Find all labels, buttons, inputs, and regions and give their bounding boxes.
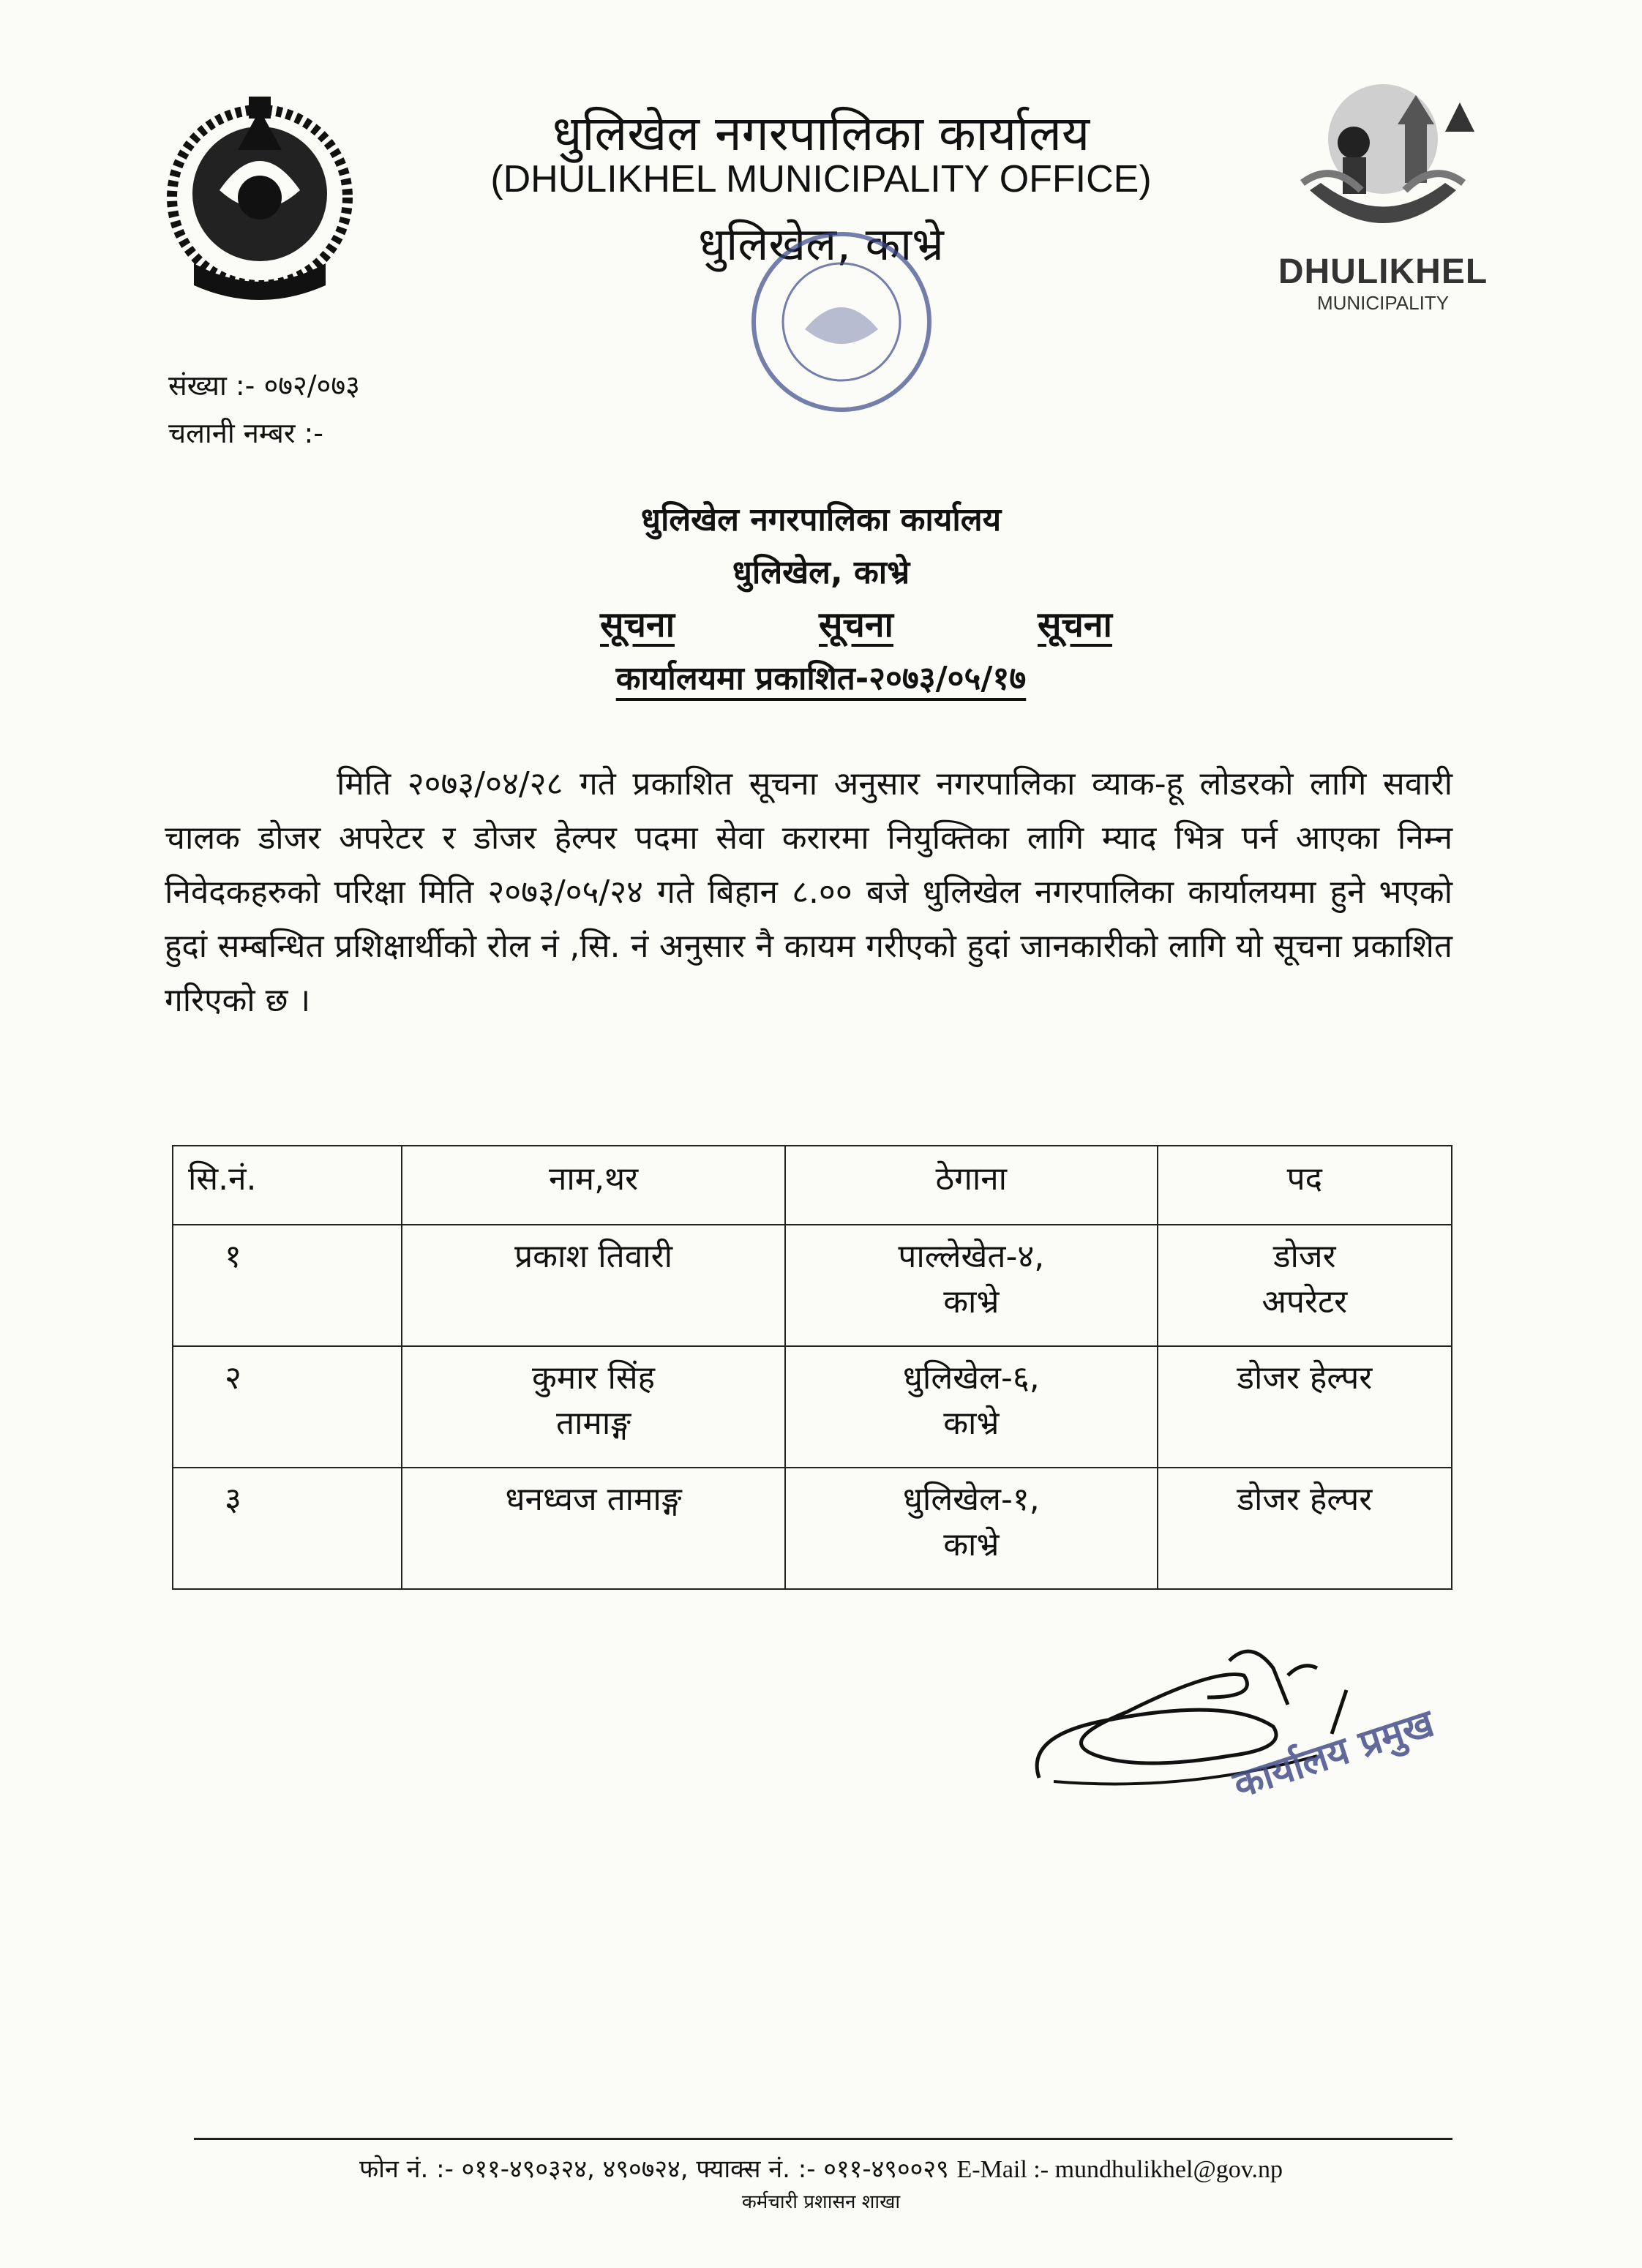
cell-post-line1: डोजर हेल्पर xyxy=(1237,1481,1373,1518)
footer-phone: फोन नं. :- ०११-४९०३२४, ४९०७२४, फ्याक्स नं. :- ०११-४९००२९ xyxy=(359,2155,957,2184)
cell-address xyxy=(785,1346,1158,1468)
office-stamp-icon xyxy=(732,219,951,424)
header-title-np: धुलिखेल नगरपालिका कार्यालय xyxy=(552,105,1090,162)
cell-address xyxy=(785,1225,1158,1346)
cell-post-line1: डोजर हेल्पर xyxy=(1237,1359,1373,1397)
cell-address-line1: धुलिखेल-६, xyxy=(902,1359,1040,1397)
cell-post-line2: अपरेटर xyxy=(1262,1283,1348,1321)
published-date-text: कार्यालयमा प्रकाशित-२०७३/०५/१७ xyxy=(615,660,1027,697)
cell-address-line2: काभ्रे xyxy=(943,1283,1000,1321)
table-header-row xyxy=(173,1146,1452,1225)
cell-name-line1: कुमार सिंह xyxy=(532,1359,656,1397)
footer-divider xyxy=(194,2138,1452,2140)
cell-name xyxy=(402,1225,785,1346)
table-row xyxy=(173,1346,1452,1468)
cell-address-line1: पाल्लेखेत-४, xyxy=(898,1238,1045,1275)
cell-name-text: प्रकाश तिवारी xyxy=(514,1238,672,1275)
cell-name-line2: तामाङ्ग xyxy=(556,1405,631,1442)
cell-address-line2: काभ्रे xyxy=(943,1526,1000,1563)
footer-contact xyxy=(0,2151,1642,2185)
sucana-3: सूचना xyxy=(1037,604,1112,645)
cell-post xyxy=(1158,1468,1452,1589)
col-address: ठेगाना xyxy=(785,1146,1158,1225)
dispatch-number: चलानी नम्बर :- xyxy=(168,417,324,449)
col-post: पद xyxy=(1158,1146,1452,1225)
municipality-logo-icon xyxy=(1259,73,1507,256)
cell-post xyxy=(1158,1346,1452,1468)
footer-section: कर्मचारी प्रशासन शाखा xyxy=(741,2191,901,2213)
cell-post xyxy=(1158,1225,1452,1346)
cell-name xyxy=(402,1468,785,1589)
logo-text: DHULIKHEL xyxy=(1278,252,1488,291)
notice-body: मिति २०७३/०४/२८ गते प्रकाशित सूचना अनुसार नगरपालिका व्याक-हू लोडरको लागि सवारी चालक डोजर अपरेटर र डोजर हेल्पर पदमा सेवा करारमा नियुक्तिका लागि म्याद भित्र पर्न आएका निम्न निवेदकहरुको परिक्षा मिति २०७३/०५/२४ गते बिहान ८.०० बजे धुलिखेल नगरपालिका कार्यालयमा हुने भएको हुदां सम्बन्धित प्रशिक्षार्थीको रोल नं ,सि. नं अनुसार नै कायम गरीएको हुदां जानकारीको लागि यो सूचना प्रकाशित गरिएको छ । xyxy=(165,765,1452,1019)
cell-address-line2: काभ्रे xyxy=(943,1405,1000,1442)
ref-number: संख्या :- ०७२/०७३ xyxy=(168,369,360,402)
candidate-table xyxy=(172,1145,1452,1590)
cell-address-line1: धुलिखेल-१, xyxy=(902,1481,1040,1518)
sucana-1: सूचना xyxy=(600,604,675,645)
sucana-2: सूचना xyxy=(818,604,893,645)
notice-location: धुलिखेल, काभ्रे xyxy=(732,554,910,591)
footer-email: E-Mail :- mundhulikhel@gov.np xyxy=(956,2156,1283,2183)
col-sn: सि.नं. xyxy=(173,1146,402,1225)
notice-sucana-row xyxy=(600,600,1112,647)
cell-name-text: धनध्वज तामाङ्ग xyxy=(505,1481,682,1518)
published-date xyxy=(0,655,1642,699)
notice-office: धुलिखेल नगरपालिका कार्यालय xyxy=(640,501,1002,538)
col-name: नाम,थर xyxy=(402,1146,785,1225)
cell-address xyxy=(785,1468,1158,1589)
municipality-logo xyxy=(1259,73,1507,329)
cell-post-line1: डोजर xyxy=(1273,1238,1336,1275)
signature-stamp: कार्यालय प्रमुख xyxy=(1228,1701,1439,1808)
table-row xyxy=(173,1225,1452,1346)
cell-sn: २ xyxy=(173,1346,402,1468)
logo-subtext: MUNICIPALITY xyxy=(1316,292,1450,314)
table-row xyxy=(173,1468,1452,1589)
cell-name xyxy=(402,1346,785,1468)
cell-sn: ३ xyxy=(173,1468,402,1589)
header-title-en: (DHULIKHEL MUNICIPALITY OFFICE) xyxy=(490,158,1152,200)
cell-sn: १ xyxy=(173,1225,402,1346)
header-location: धुलिखेल, काभ्रे xyxy=(698,217,944,271)
